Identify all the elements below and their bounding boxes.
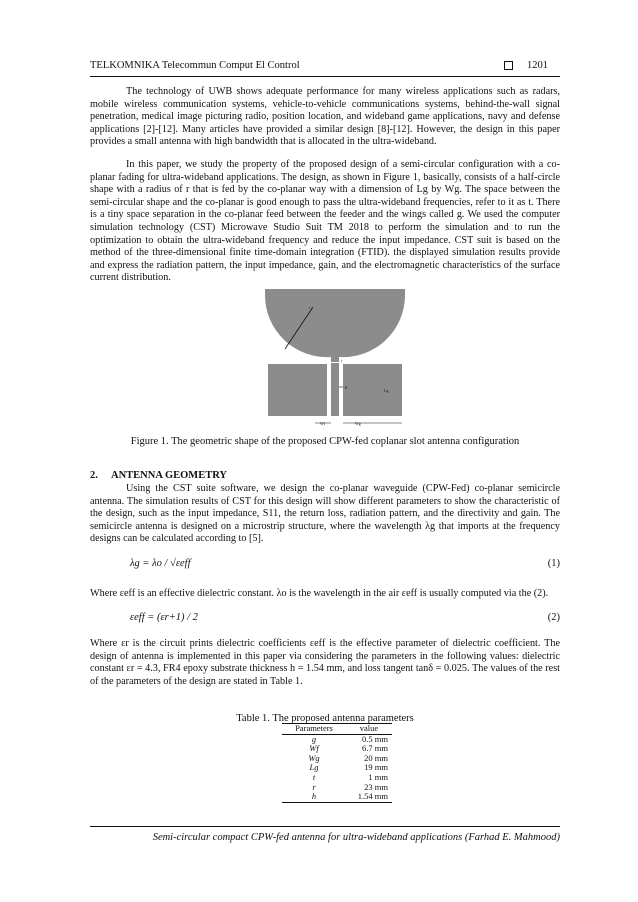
param-value: 23 mm bbox=[364, 781, 388, 792]
paragraph-text: In this paper, we study the property of the proposed design of a semi-circular configuration with a co-planar fading for ultra-wideband applications. The design, as shown in Figure 1, basically, consists of a half-circle shape with a radius of r that is fed by the co-planar way with a dimension of Lg by Wg. The space between the semi-circular shape and the co-planar is good enough to pass the ultra-wideband frequencies, refer to it as t. There is a tiny space separation in the co-planar feed between the feeder and the wings called g. We used the computer simulation technology (CST) Microwave Studio Suit TM 2018 to perform the simulation and to run the optimization to obtain the ultra-wideband frequency and reduce the input impedance. CST suit is based on the method of the three-dimensional finite time-domain integration (FTID). the displayed simulation results provide and express the radiation pattern, the input impedance, gain, and the electromagnetic characteristics of the surface current distribution. bbox=[90, 159, 560, 284]
param-value: 19 mm bbox=[364, 762, 388, 773]
paragraph-text: Where εeff is an effective dielectric constant. λo is the wavelength in the air εeff is usually computed via the (2). bbox=[90, 588, 549, 599]
section-paragraph-3 bbox=[90, 638, 560, 688]
intro-paragraph-2 bbox=[90, 159, 560, 285]
header-rule bbox=[90, 76, 560, 77]
paragraph-text: Using the CST suite software, we design the co-planar waveguide (CPW-Fed) co-planar semicircle antenna. The simulation results of CST for this design will show different parameters to show the characteristic of the design, such as the input impedance, S11, the return loss, radiation pattern, and the directivity and gain. The semicircle antenna is designed on a microstrip structure, where the wavelength λg that imports at the frequency designs can be calculated according to [5]. bbox=[90, 483, 560, 545]
paragraph-text: Where εr is the circuit prints dielectric coefficients εeff is the effective parameter of dielectric coefficient. The design of antenna is implemented in this paper via considering the parameters in the following values: dielectric constant εr = 4.3, FR4 epoxy substrate thickness h = 1.54 mm, and loss tangent tanδ = 0.025. The values of the rest of the parameters of the design are stated in Table 1. bbox=[90, 638, 560, 687]
header-right bbox=[504, 60, 548, 71]
label-g: g bbox=[345, 384, 347, 389]
param-name: h bbox=[282, 792, 346, 802]
page-number: 1201 bbox=[527, 60, 548, 71]
section-paragraph-2 bbox=[90, 588, 560, 601]
table-header-cell: Parameters bbox=[282, 724, 346, 735]
paragraph-text: The technology of UWB shows adequate performance for many wireless applications such as radars, mobile wireless communication systems, vehicle-to-vehicle communications systems, behind-the-wall signal penetration, medical image picturing radio, position location, and wideband game applications, navy and defense applications [2]-[12]. Many articles have provided a similar design [8]-[12]. However, the design in this paper provides a small antenna with high bandwidth that is allocated in the ultra-wideband. bbox=[90, 86, 560, 148]
param-name: Lg bbox=[309, 762, 319, 773]
feed-line bbox=[331, 363, 339, 416]
section-paragraph-1 bbox=[90, 483, 560, 546]
section-heading: 2. ANTENNA GEOMETRY bbox=[90, 470, 228, 481]
checkbox-square-icon bbox=[504, 61, 513, 70]
figure-caption: Figure 1. The geometric shape of the proposed CPW-fed coplanar slot antenna configuration bbox=[130, 436, 520, 447]
table-header-row bbox=[282, 724, 392, 735]
equation-2-number: (2) bbox=[547, 612, 560, 623]
ground-plane-right bbox=[343, 364, 402, 416]
param-value: 1.54 mm bbox=[346, 792, 392, 802]
label-lg: Lg bbox=[384, 388, 389, 393]
param-name: r bbox=[312, 781, 316, 792]
label-r: r bbox=[309, 305, 311, 310]
equation-2: εeff = (εr+1) / 2 bbox=[130, 612, 198, 623]
label-wg: Wg bbox=[355, 421, 361, 426]
ground-plane-left bbox=[268, 364, 327, 416]
page-footer: Semi-circular compact CPW-fed antenna for ultra-wideband applications (Farhad E. Mahmood) bbox=[152, 832, 560, 843]
label-wf: Wf bbox=[320, 421, 326, 426]
antenna-figure bbox=[265, 289, 405, 429]
param-value: 20 mm bbox=[364, 752, 388, 763]
param-value: 0.5 mm bbox=[362, 733, 388, 744]
param-name: g bbox=[311, 733, 317, 744]
semicircle-patch bbox=[265, 289, 405, 362]
parameters-table bbox=[282, 723, 392, 803]
param-name: Wg bbox=[308, 752, 320, 763]
table-header-cell: value bbox=[346, 724, 392, 735]
param-name: t bbox=[312, 771, 316, 782]
param-name: Wf bbox=[309, 743, 319, 754]
journal-title: TELKOMNIKA Telecommun Comput El Control bbox=[90, 60, 300, 71]
table-caption: Table 1. The proposed antenna parameters bbox=[236, 713, 414, 724]
param-value: 6.7 mm bbox=[362, 743, 388, 754]
param-value: 1 mm bbox=[368, 771, 388, 782]
equation-1-number: (1) bbox=[547, 558, 560, 569]
table-row bbox=[282, 792, 392, 802]
equation-1: λg = λo / √εeff bbox=[130, 558, 191, 569]
label-t: t bbox=[341, 358, 343, 363]
footer-rule bbox=[90, 826, 560, 827]
intro-paragraph-1 bbox=[90, 86, 560, 149]
